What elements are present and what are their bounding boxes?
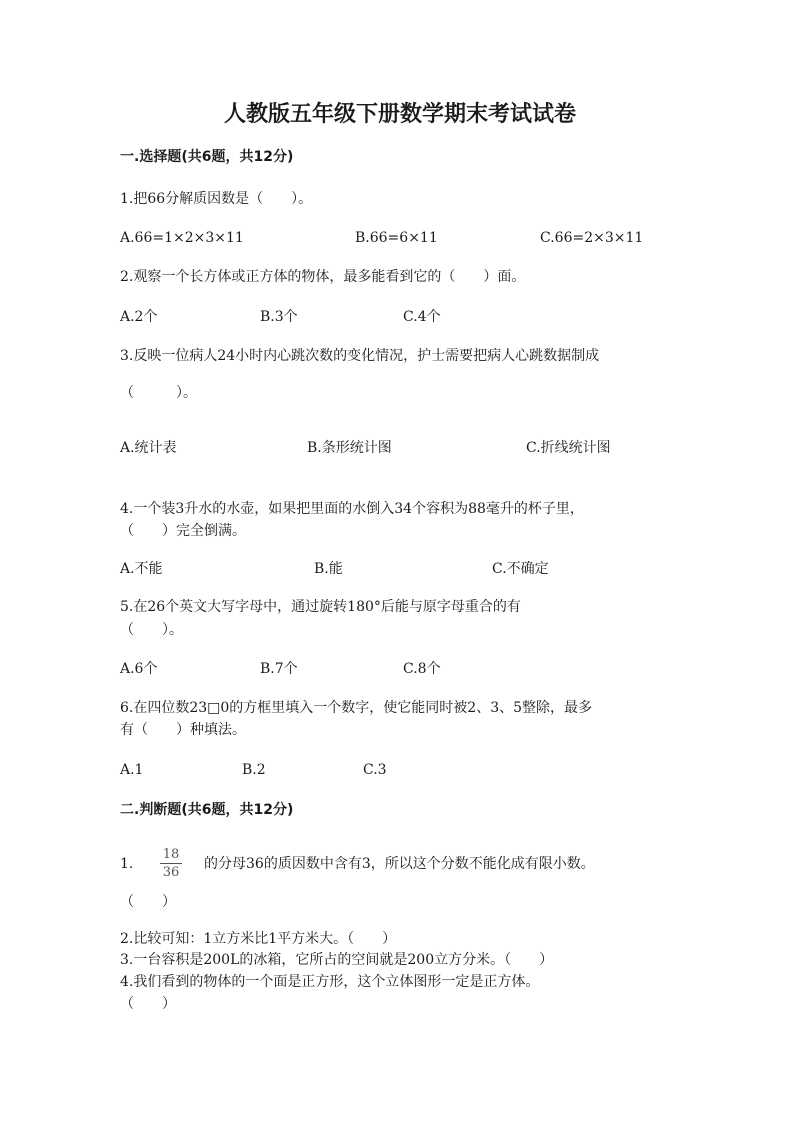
question-6-stem-cont: 有（ ）种填法。: [120, 722, 246, 738]
question-4-option-b: B.能: [314, 561, 343, 577]
fraction-denominator: 36: [162, 865, 180, 880]
question-4-option-a: A.不能: [120, 561, 163, 577]
question-5-stem-cont: （ ）。: [120, 622, 183, 638]
question-4-stem: 4.一个装3升水的水壶，如果把里面的水倒入34个容积为88毫升的杯子里，: [120, 501, 584, 517]
question-1-option-c: C.66=2×3×11: [540, 230, 644, 246]
question-3-stem-cont: （ ）。: [120, 385, 197, 401]
judgement-1-number: 1.: [120, 856, 134, 872]
question-5-option-a: A.6个: [120, 661, 158, 677]
question-2-stem: 2.观察一个长方体或正方体的物体，最多能看到它的（ ）面。: [120, 269, 526, 285]
judgement-4-blank: （ ）: [120, 996, 176, 1012]
question-2-option-c: C.4个: [403, 309, 441, 325]
page-title: 人教版五年级下册数学期末考试试卷: [223, 102, 576, 127]
question-5-option-c: C.8个: [403, 661, 441, 677]
fraction-numerator: 18: [162, 847, 180, 862]
question-3-option-b: B.条形统计图: [307, 440, 392, 456]
judgement-4-stem: 4.我们看到的物体的一个面是正方形，这个立体图形一定是正方体。: [120, 974, 540, 990]
judgement-2-stem: 2.比较可知：1立方米比1平方米大。（ ）: [120, 931, 397, 947]
question-6-option-a: A.1: [120, 762, 144, 778]
judgement-1-blank: （ ）: [120, 894, 176, 910]
judgement-1-stem: 的分母36的质因数中含有3，所以这个分数不能化成有限小数。: [204, 856, 595, 872]
question-4-option-c: C.不确定: [492, 561, 549, 577]
question-6-stem: 6.在四位数23□0的方框里填入一个数字，使它能同时被2、3、5整除，最多: [120, 700, 593, 716]
section-heading-judgement: 二.判断题(共6题，共12分): [120, 802, 294, 818]
fraction-18-over-36: [160, 847, 182, 880]
question-5-stem: 5.在26个英文大写字母中，通过旋转180°后能与原字母重合的有: [120, 599, 521, 615]
question-6-option-c: C.3: [363, 762, 387, 778]
question-3-option-a: A.统计表: [120, 440, 177, 456]
question-3-option-c: C.折线统计图: [526, 440, 611, 456]
question-6-option-b: B.2: [242, 762, 266, 778]
section-heading-choice: 一.选择题(共6题，共12分): [120, 149, 294, 165]
question-5-option-b: B.7个: [260, 661, 298, 677]
question-1-option-a: A.66=1×2×3×11: [120, 230, 244, 246]
fraction-bar: [160, 863, 182, 864]
question-4-stem-cont: （ ）完全倒满。: [120, 523, 246, 539]
question-2-option-b: B.3个: [260, 309, 298, 325]
question-3-stem: 3.反映一位病人24小时内心跳次数的变化情况，护士需要把病人心跳数据制成: [120, 348, 600, 364]
judgement-3-stem: 3.一台容积是200L的冰箱，它所占的空间就是200立方分米。（ ）: [120, 952, 554, 968]
question-2-option-a: A.2个: [120, 309, 158, 325]
question-1-stem: 1.把66分解质因数是（ ）。: [120, 191, 313, 207]
question-1-option-b: B.66=6×11: [355, 230, 438, 246]
